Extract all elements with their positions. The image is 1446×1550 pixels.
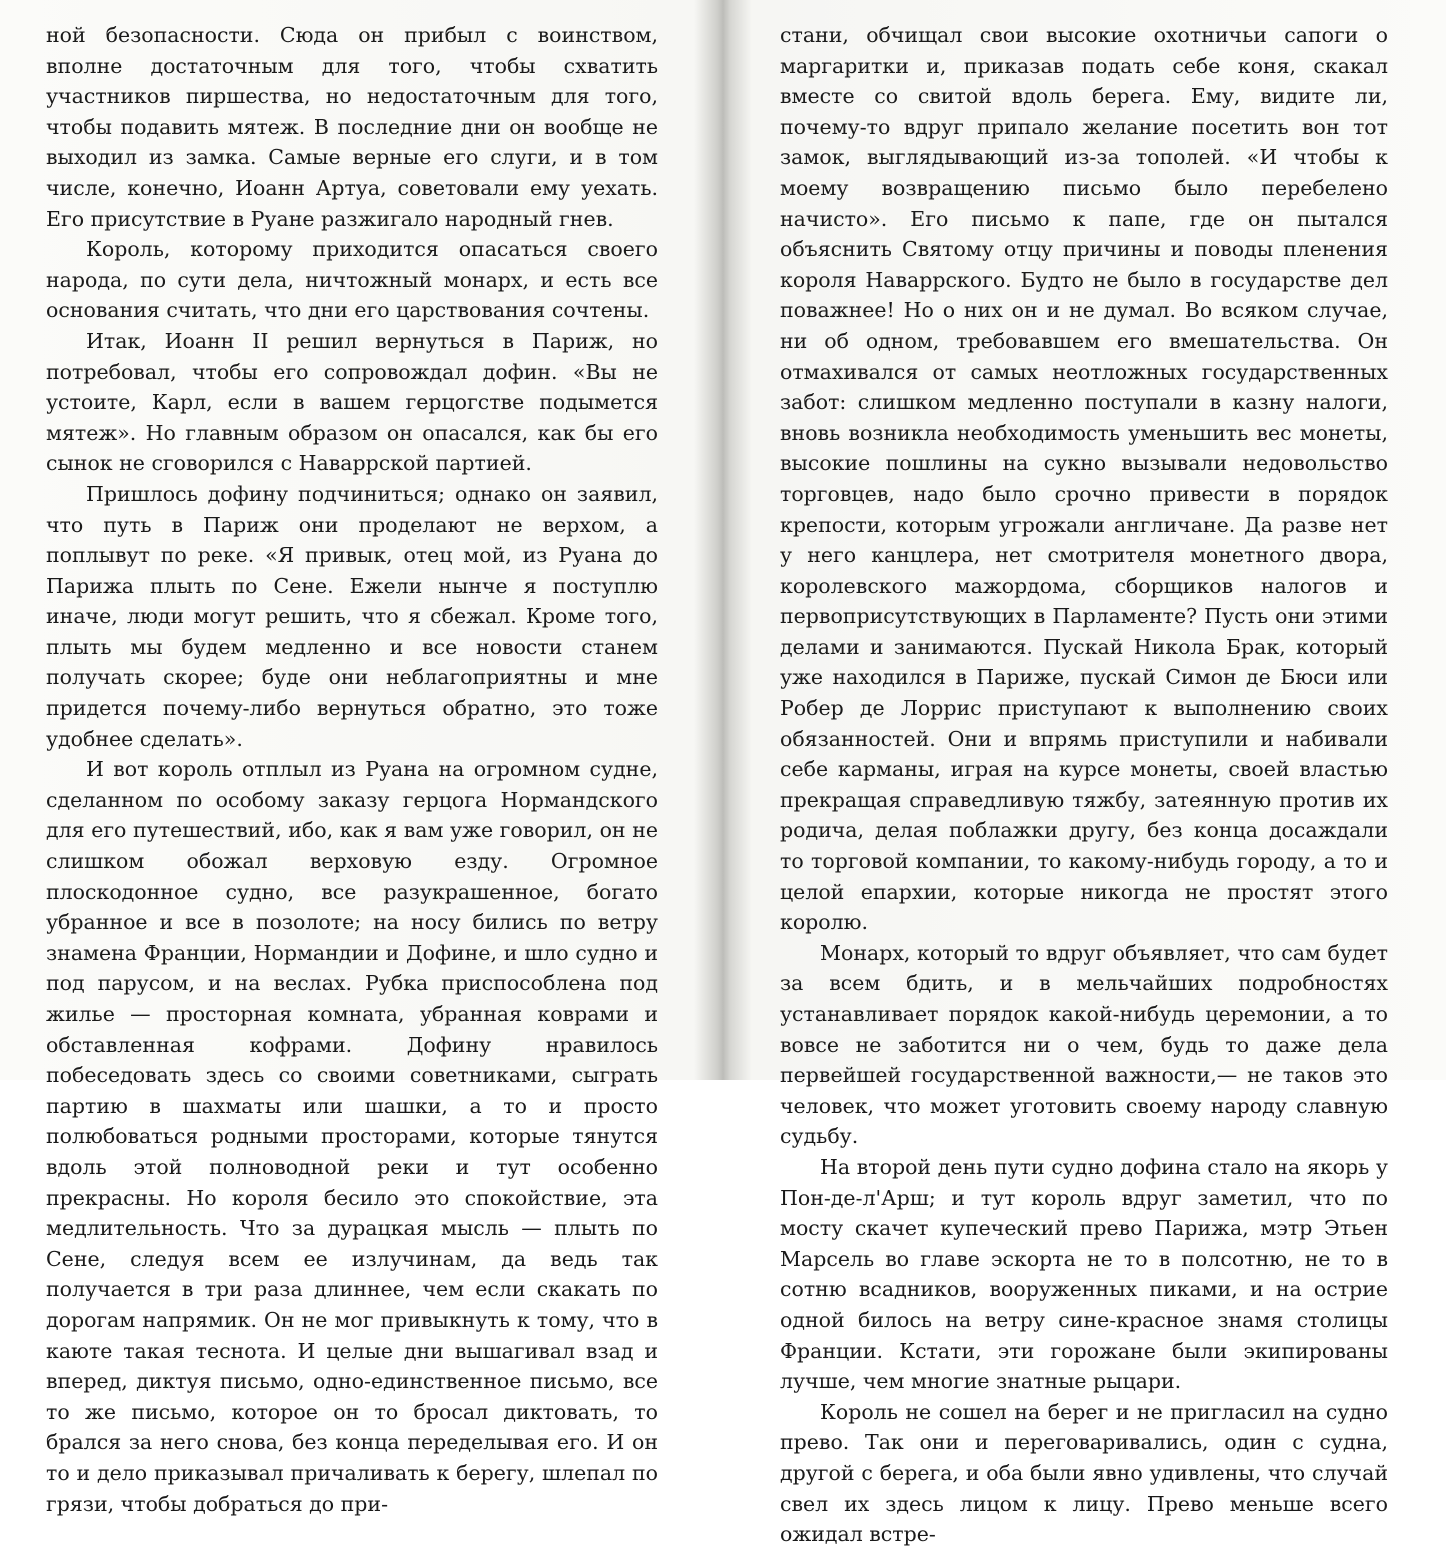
right-paragraph-2: Монарх, который то вдруг объявляет, что сам будет за всем бдить, и в мельчайших подробностях устанавливает порядок какой-нибудь церемонии, а то вовсе не заботится ни о чем, будь то даже дела первейшей государственной важности,— не таков это человек, что может уготовить своему народу славную судьбу. <box>780 940 1388 1149</box>
left-paragraph-2: Король, которому приходится опасаться своего народа, по сути дела, ничтожный монарх, и есть все основания считать, что дни его царствования сочтены. <box>46 237 658 323</box>
right-paragraph-1: стани, обчищал свои высокие охотничьи сапоги о маргаритки и, приказав подать себе коня, скакал вместе со свитой вдоль берега. Ему, видите ли, почему-то вдруг припало желание посетить вон тот замок, выглядывающий из-за тополей. «И чтобы к моему возвращению письмо было перебелено начисто». Его письмо к папе, где он пытался объяснить Святому отцу причины и поводы пленения короля Наваррского. Будто не было в государстве дел поважнее! Но о них он и не думал. Во всяком случае, ни об одном, требовавшем его вмешательства. Он отмахивался от самых неотложных государственных забот: слишком медленно поступали в казну налоги, вновь возникла необходимость уменьшить вес монеты, высокие пошлины на сукно вызывали недовольство торговцев, надо было срочно привести в порядок крепости, которым угрожали англичане. Да разве нет у него канцлера, нет смотрителя монетного двора, королевского мажордома, сборщиков налогов и первоприсутствующих в Парламенте? Пусть они этими делами и занимаются. Пускай Никола Брак, который уже находился в Париже, пускай Симон де Бюси или Робер де Лоррис приступают к выполнению своих обязанностей. Они и впрямь приступили и набивали себе карманы, играя на курсе монеты, своей властью прекращая справедливую тяжбу, затеянную против их родича, делая поблажки другу, без конца досаждали то торговой компании, то какому-нибудь городу, а то и целой епархии, которые никогда не простят этого королю. <box>780 23 1388 935</box>
left-paragraph-3: Итак, Иоанн II решил вернуться в Париж, но потребовал, чтобы его сопровождал дофин. «Вы не устоите, Карл, если в вашем герцогстве подымется мятеж». Но главным образом он опасался, как бы его сынок не сговорился с Наваррской партией. <box>46 328 658 476</box>
left-paragraph-5: И вот король отплыл из Руана на огромном судне, сделанном по особому заказу герцога Нормандского для его путешествий, ибо, как я вам уже говорил, он не слишком обожал верховую езду. Огромное плоскодонное судно, все разукрашенное, богато убранное и все в позолоте; на носу бились по ветру знамена Франции, Нормандии и Дофине, и шло судно и под парусом, и на веслах. Рубка приспособлена под жилье — просторная комната, убранная коврами и обставленная кофрами. Дофину нравилось побеседовать здесь со своими советниками, сыграть партию в шахматы или шашки, а то и просто полюбоваться родными просторами, которые тянутся вдоль этой полноводной реки и тут особенно прекрасны. Но короля бесило это спокойствие, эта медлительность. Что за дурацкая мысль — плыть по Сене, следуя всем ее излучинам, да ведь так получается в три раза длиннее, чем если скакать по дорогам напрямик. Он не мог привыкнуть к тому, что в каюте такая теснота. И целые дни вышагивал взад и вперед, диктуя письмо, одно-единственное письмо, все то же письмо, которое он то бросал диктовать, то брался за него снова, без конца переделывая его. И он то и дело приказывал причаливать к берегу, шлепал по грязи, чтобы добраться до при- <box>46 757 658 1516</box>
left-paragraph-4: Пришлось дофину подчиниться; однако он заявил, что путь в Париж они проделают не верхом, а поплывут по реке. «Я привык, отец мой, из Руана до Парижа плыть по Сене. Ежели нынче я поступлю иначе, люди могут решить, что я сбежал. Кроме того, плыть мы будем медленно и все новости станем получать скорее; буде они неблагоприятны и мне придется почему-либо вернуться обратно, это тоже удобнее сделать». <box>46 481 658 751</box>
left-page <box>46 20 658 1516</box>
right-paragraph-4: Король не сошел на берег и не пригласил на судно прево. Так они и переговаривались, один с судна, другой с берега, и оба были явно удивлены, что случай свел их здесь лицом к лицу. Прево меньше всего ожидал встре- <box>780 1399 1388 1547</box>
left-paragraph-1: ной безопасности. Сюда он прибыл с воинством, вполне достаточным для того, чтобы схватить участников пиршества, но недостаточным для того, чтобы подавить мятеж. В последние дни он вообще не выходил из замка. Самые верные его слуги, и в том числе, конечно, Иоанн Артуа, советовали ему уехать. Его присутствие в Руане разжигало народный гнев. <box>46 23 658 231</box>
right-paragraph-3: На второй день пути судно дофина стало на якорь у Пон-де-л'Арш; и тут король вдруг заметил, что по мосту скачет купеческий прево Парижа, мэтр Этьен Марсель во главе эскорта не то в полсотню, не то в сотню всадников, вооруженных пиками, и на острие одной билось на ветру сине-красное знамя столицы Франции. Кстати, эти горожане были экипированы лучше, чем многие знатные рыцари. <box>780 1154 1388 1394</box>
right-page <box>780 20 1388 1547</box>
